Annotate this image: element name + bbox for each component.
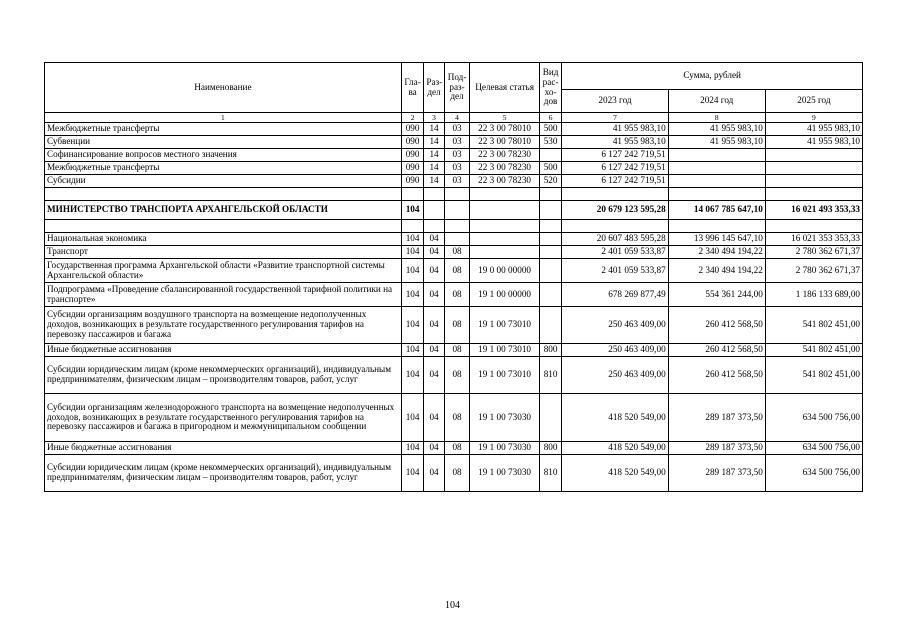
cell-glava: 104 [401, 455, 423, 492]
cell-glava: 090 [401, 123, 423, 136]
cell-2024: 554 361 244,00 [668, 283, 765, 307]
cell-name: Софинансирование вопросов местного значения [45, 149, 402, 162]
col-header-2024: 2024 год [668, 90, 765, 113]
cell-podrazdel [444, 188, 470, 201]
cell-name: Национальная экономика [45, 233, 402, 246]
cell-2025: 634 500 756,00 [765, 455, 862, 492]
cell-vid [539, 394, 561, 442]
cell-name: Государственная программа Архангельской области «Развитие транспортной системы Архангельской области» [45, 259, 402, 283]
cell-glava: 104 [401, 344, 423, 357]
cell-2024: 289 187 373,50 [668, 442, 765, 455]
cell-glava: 090 [401, 136, 423, 149]
cell-2024 [668, 175, 765, 188]
col-header-name: Наименование [45, 63, 402, 113]
cell-2023 [562, 220, 668, 233]
cell-glava: 104 [401, 246, 423, 259]
cell-2025: 541 802 451,00 [765, 307, 862, 344]
cell-razdel: 04 [424, 394, 444, 442]
cell-glava: 104 [401, 394, 423, 442]
cell-2024: 2 340 494 194,22 [668, 246, 765, 259]
cell-podrazdel: 03 [444, 123, 470, 136]
col-header-podrazdel: Под-раз-дел [444, 63, 470, 113]
cell-target [470, 188, 540, 201]
cell-2023: 6 127 242 719,51 [562, 175, 668, 188]
cell-target [470, 233, 540, 246]
cell-target: 19 1 00 73030 [470, 455, 540, 492]
cell-podrazdel [444, 220, 470, 233]
cell-target: 22 3 00 78230 [470, 149, 540, 162]
cell-2024 [668, 162, 765, 175]
cell-podrazdel: 03 [444, 149, 470, 162]
cell-2023: 41 955 983,10 [562, 123, 668, 136]
cell-2023: 250 463 409,00 [562, 344, 668, 357]
cell-vid: 500 [539, 162, 561, 175]
col-header-glava: Гла-ва [401, 63, 423, 113]
cell-2024: 41 955 983,10 [668, 123, 765, 136]
cell-2025: 634 500 756,00 [765, 394, 862, 442]
table-row [45, 220, 863, 233]
cell-podrazdel: 08 [444, 246, 470, 259]
cell-2024 [668, 188, 765, 201]
cell-2023: 2 401 059 533,87 [562, 246, 668, 259]
cell-2024: 260 412 568,50 [668, 307, 765, 344]
cell-2025: 541 802 451,00 [765, 344, 862, 357]
cell-2023: 20 607 483 595,28 [562, 233, 668, 246]
cell-2025 [765, 220, 862, 233]
cell-2025 [765, 149, 862, 162]
cell-name: Субвенции [45, 136, 402, 149]
cell-2024: 289 187 373,50 [668, 455, 765, 492]
table-row [45, 149, 863, 162]
cell-2024: 260 412 568,50 [668, 357, 765, 394]
cell-glava: 104 [401, 442, 423, 455]
cell-2024: 2 340 494 194,22 [668, 259, 765, 283]
cell-2023: 418 520 549,00 [562, 455, 668, 492]
table-row [45, 201, 863, 220]
col-number: 9 [765, 113, 862, 123]
cell-glava: 104 [401, 259, 423, 283]
cell-glava: 104 [401, 357, 423, 394]
table-row [45, 246, 863, 259]
cell-vid [539, 307, 561, 344]
cell-target: 19 1 00 73010 [470, 307, 540, 344]
cell-2024 [668, 220, 765, 233]
cell-2025 [765, 162, 862, 175]
col-header-razdel: Раз-дел [424, 63, 444, 113]
cell-target [470, 220, 540, 233]
cell-podrazdel: 08 [444, 442, 470, 455]
col-number: 6 [539, 113, 561, 123]
cell-podrazdel: 08 [444, 344, 470, 357]
cell-target: 19 1 00 73030 [470, 442, 540, 455]
cell-podrazdel: 03 [444, 175, 470, 188]
cell-2025: 16 021 353 353,33 [765, 233, 862, 246]
cell-name: Подпрограмма «Проведение сбалансированной государственной тарифной политики на транспорте» [45, 283, 402, 307]
cell-target: 22 3 00 78010 [470, 136, 540, 149]
cell-name [45, 220, 402, 233]
col-number: 5 [470, 113, 540, 123]
col-header-2023: 2023 год [562, 90, 668, 113]
cell-razdel [424, 201, 444, 220]
cell-name: МИНИСТЕРСТВО ТРАНСПОРТА АРХАНГЕЛЬСКОЙ ОБЛАСТИ [45, 201, 402, 220]
table-row [45, 136, 863, 149]
cell-razdel: 04 [424, 259, 444, 283]
cell-vid: 810 [539, 455, 561, 492]
cell-2025 [765, 188, 862, 201]
cell-2023: 2 401 059 533,87 [562, 259, 668, 283]
col-number: 4 [444, 113, 470, 123]
cell-razdel: 04 [424, 344, 444, 357]
cell-podrazdel: 03 [444, 162, 470, 175]
col-header-sum: Сумма, рублей [562, 63, 863, 90]
cell-glava: 104 [401, 201, 423, 220]
cell-razdel: 04 [424, 283, 444, 307]
cell-2023: 678 269 877,49 [562, 283, 668, 307]
cell-podrazdel [444, 233, 470, 246]
cell-podrazdel: 08 [444, 394, 470, 442]
table-row [45, 307, 863, 344]
cell-name: Субсидии юридическим лицам (кроме некоммерческих организаций), индивидуальным предпринимателям, физическим лицам – производителям товаров, работ, услуг [45, 357, 402, 394]
col-number: 3 [424, 113, 444, 123]
cell-2025 [765, 175, 862, 188]
cell-target: 19 1 00 73030 [470, 394, 540, 442]
cell-2023: 6 127 242 719,51 [562, 162, 668, 175]
cell-2025: 41 955 983,10 [765, 123, 862, 136]
cell-2023: 20 679 123 595,28 [562, 201, 668, 220]
cell-podrazdel [444, 201, 470, 220]
cell-razdel: 04 [424, 246, 444, 259]
cell-name: Иные бюджетные ассигнования [45, 442, 402, 455]
cell-glava: 090 [401, 149, 423, 162]
budget-table [44, 62, 863, 492]
cell-podrazdel: 08 [444, 307, 470, 344]
cell-name: Субсидии организациям железнодорожного транспорта на возмещение недополученных доходов, возникающих в результате государственного регулирования тарифов на перевозку пассажиров и багажа в пригородном и межмуниципальном сообщении [45, 394, 402, 442]
cell-2023: 41 955 983,10 [562, 136, 668, 149]
cell-vid [539, 188, 561, 201]
cell-podrazdel: 08 [444, 259, 470, 283]
cell-razdel: 04 [424, 357, 444, 394]
cell-target: 19 1 00 00000 [470, 283, 540, 307]
cell-vid: 810 [539, 357, 561, 394]
table-row [45, 162, 863, 175]
cell-vid: 500 [539, 123, 561, 136]
cell-vid [539, 149, 561, 162]
cell-name: Субсидии юридическим лицам (кроме некоммерческих организаций), индивидуальным предпринимателям, физическим лицам – производителям товаров, работ, услуг [45, 455, 402, 492]
cell-glava: 104 [401, 233, 423, 246]
cell-vid [539, 283, 561, 307]
cell-razdel: 14 [424, 136, 444, 149]
table-row [45, 455, 863, 492]
cell-razdel: 14 [424, 149, 444, 162]
cell-razdel: 14 [424, 175, 444, 188]
cell-name [45, 188, 402, 201]
cell-2024: 289 187 373,50 [668, 394, 765, 442]
cell-2023: 418 520 549,00 [562, 442, 668, 455]
table-row [45, 233, 863, 246]
cell-podrazdel: 08 [444, 283, 470, 307]
cell-razdel [424, 188, 444, 201]
cell-2023: 250 463 409,00 [562, 307, 668, 344]
col-header-vid: Вид рас-хо-дов [539, 63, 561, 113]
cell-vid: 530 [539, 136, 561, 149]
cell-razdel: 04 [424, 455, 444, 492]
table-row [45, 283, 863, 307]
cell-2023: 6 127 242 719,51 [562, 149, 668, 162]
cell-name: Транспорт [45, 246, 402, 259]
cell-name: Субсидии организациям воздушного транспорта на возмещение недополученных доходов, возникающих в результате государственного регулирования тарифов на перевозку пассажиров и багажа [45, 307, 402, 344]
cell-vid: 800 [539, 442, 561, 455]
cell-razdel: 04 [424, 233, 444, 246]
table-row [45, 357, 863, 394]
cell-2024: 41 955 983,10 [668, 136, 765, 149]
cell-2024: 14 067 785 647,10 [668, 201, 765, 220]
cell-name: Межбюджетные трансферты [45, 162, 402, 175]
cell-2025: 16 021 493 353,33 [765, 201, 862, 220]
cell-glava [401, 188, 423, 201]
cell-razdel: 04 [424, 307, 444, 344]
cell-razdel [424, 220, 444, 233]
cell-target: 19 1 00 73010 [470, 344, 540, 357]
cell-podrazdel: 08 [444, 455, 470, 492]
cell-2023 [562, 188, 668, 201]
cell-2025: 541 802 451,00 [765, 357, 862, 394]
cell-target: 22 3 00 78230 [470, 175, 540, 188]
cell-2023: 250 463 409,00 [562, 357, 668, 394]
cell-target [470, 246, 540, 259]
cell-vid: 520 [539, 175, 561, 188]
cell-name: Межбюджетные трансферты [45, 123, 402, 136]
col-number: 2 [401, 113, 423, 123]
cell-vid [539, 259, 561, 283]
cell-target: 19 1 00 73010 [470, 357, 540, 394]
col-header-2025: 2025 год [765, 90, 862, 113]
table-row [45, 259, 863, 283]
cell-glava: 104 [401, 307, 423, 344]
table-row [45, 123, 863, 136]
cell-2025: 634 500 756,00 [765, 442, 862, 455]
cell-2025: 2 780 362 671,37 [765, 246, 862, 259]
cell-glava: 090 [401, 162, 423, 175]
cell-2025: 1 186 133 689,00 [765, 283, 862, 307]
cell-target [470, 201, 540, 220]
cell-vid [539, 220, 561, 233]
page-number: 104 [445, 600, 460, 611]
cell-target: 22 3 00 78230 [470, 162, 540, 175]
cell-2025: 2 780 362 671,37 [765, 259, 862, 283]
cell-razdel: 04 [424, 442, 444, 455]
column-number-row [45, 113, 863, 123]
table-body [45, 123, 863, 492]
table-row [45, 175, 863, 188]
cell-2023: 418 520 549,00 [562, 394, 668, 442]
cell-vid [539, 201, 561, 220]
col-number: 8 [668, 113, 765, 123]
col-number: 1 [45, 113, 402, 123]
cell-name: Субсидии [45, 175, 402, 188]
cell-razdel: 14 [424, 162, 444, 175]
cell-vid [539, 233, 561, 246]
cell-2024: 260 412 568,50 [668, 344, 765, 357]
cell-2024: 13 996 145 647,10 [668, 233, 765, 246]
cell-target: 19 0 00 00000 [470, 259, 540, 283]
cell-podrazdel: 03 [444, 136, 470, 149]
cell-target: 22 3 00 78010 [470, 123, 540, 136]
cell-name: Иные бюджетные ассигнования [45, 344, 402, 357]
cell-vid: 800 [539, 344, 561, 357]
cell-glava [401, 220, 423, 233]
col-number: 7 [562, 113, 668, 123]
cell-razdel: 14 [424, 123, 444, 136]
table-row [45, 344, 863, 357]
cell-glava: 104 [401, 283, 423, 307]
table-row [45, 394, 863, 442]
table-row [45, 188, 863, 201]
cell-2024 [668, 149, 765, 162]
cell-2025: 41 955 983,10 [765, 136, 862, 149]
cell-vid [539, 246, 561, 259]
table-row [45, 442, 863, 455]
col-header-target: Целевая статья [470, 63, 540, 113]
cell-podrazdel: 08 [444, 357, 470, 394]
cell-glava: 090 [401, 175, 423, 188]
